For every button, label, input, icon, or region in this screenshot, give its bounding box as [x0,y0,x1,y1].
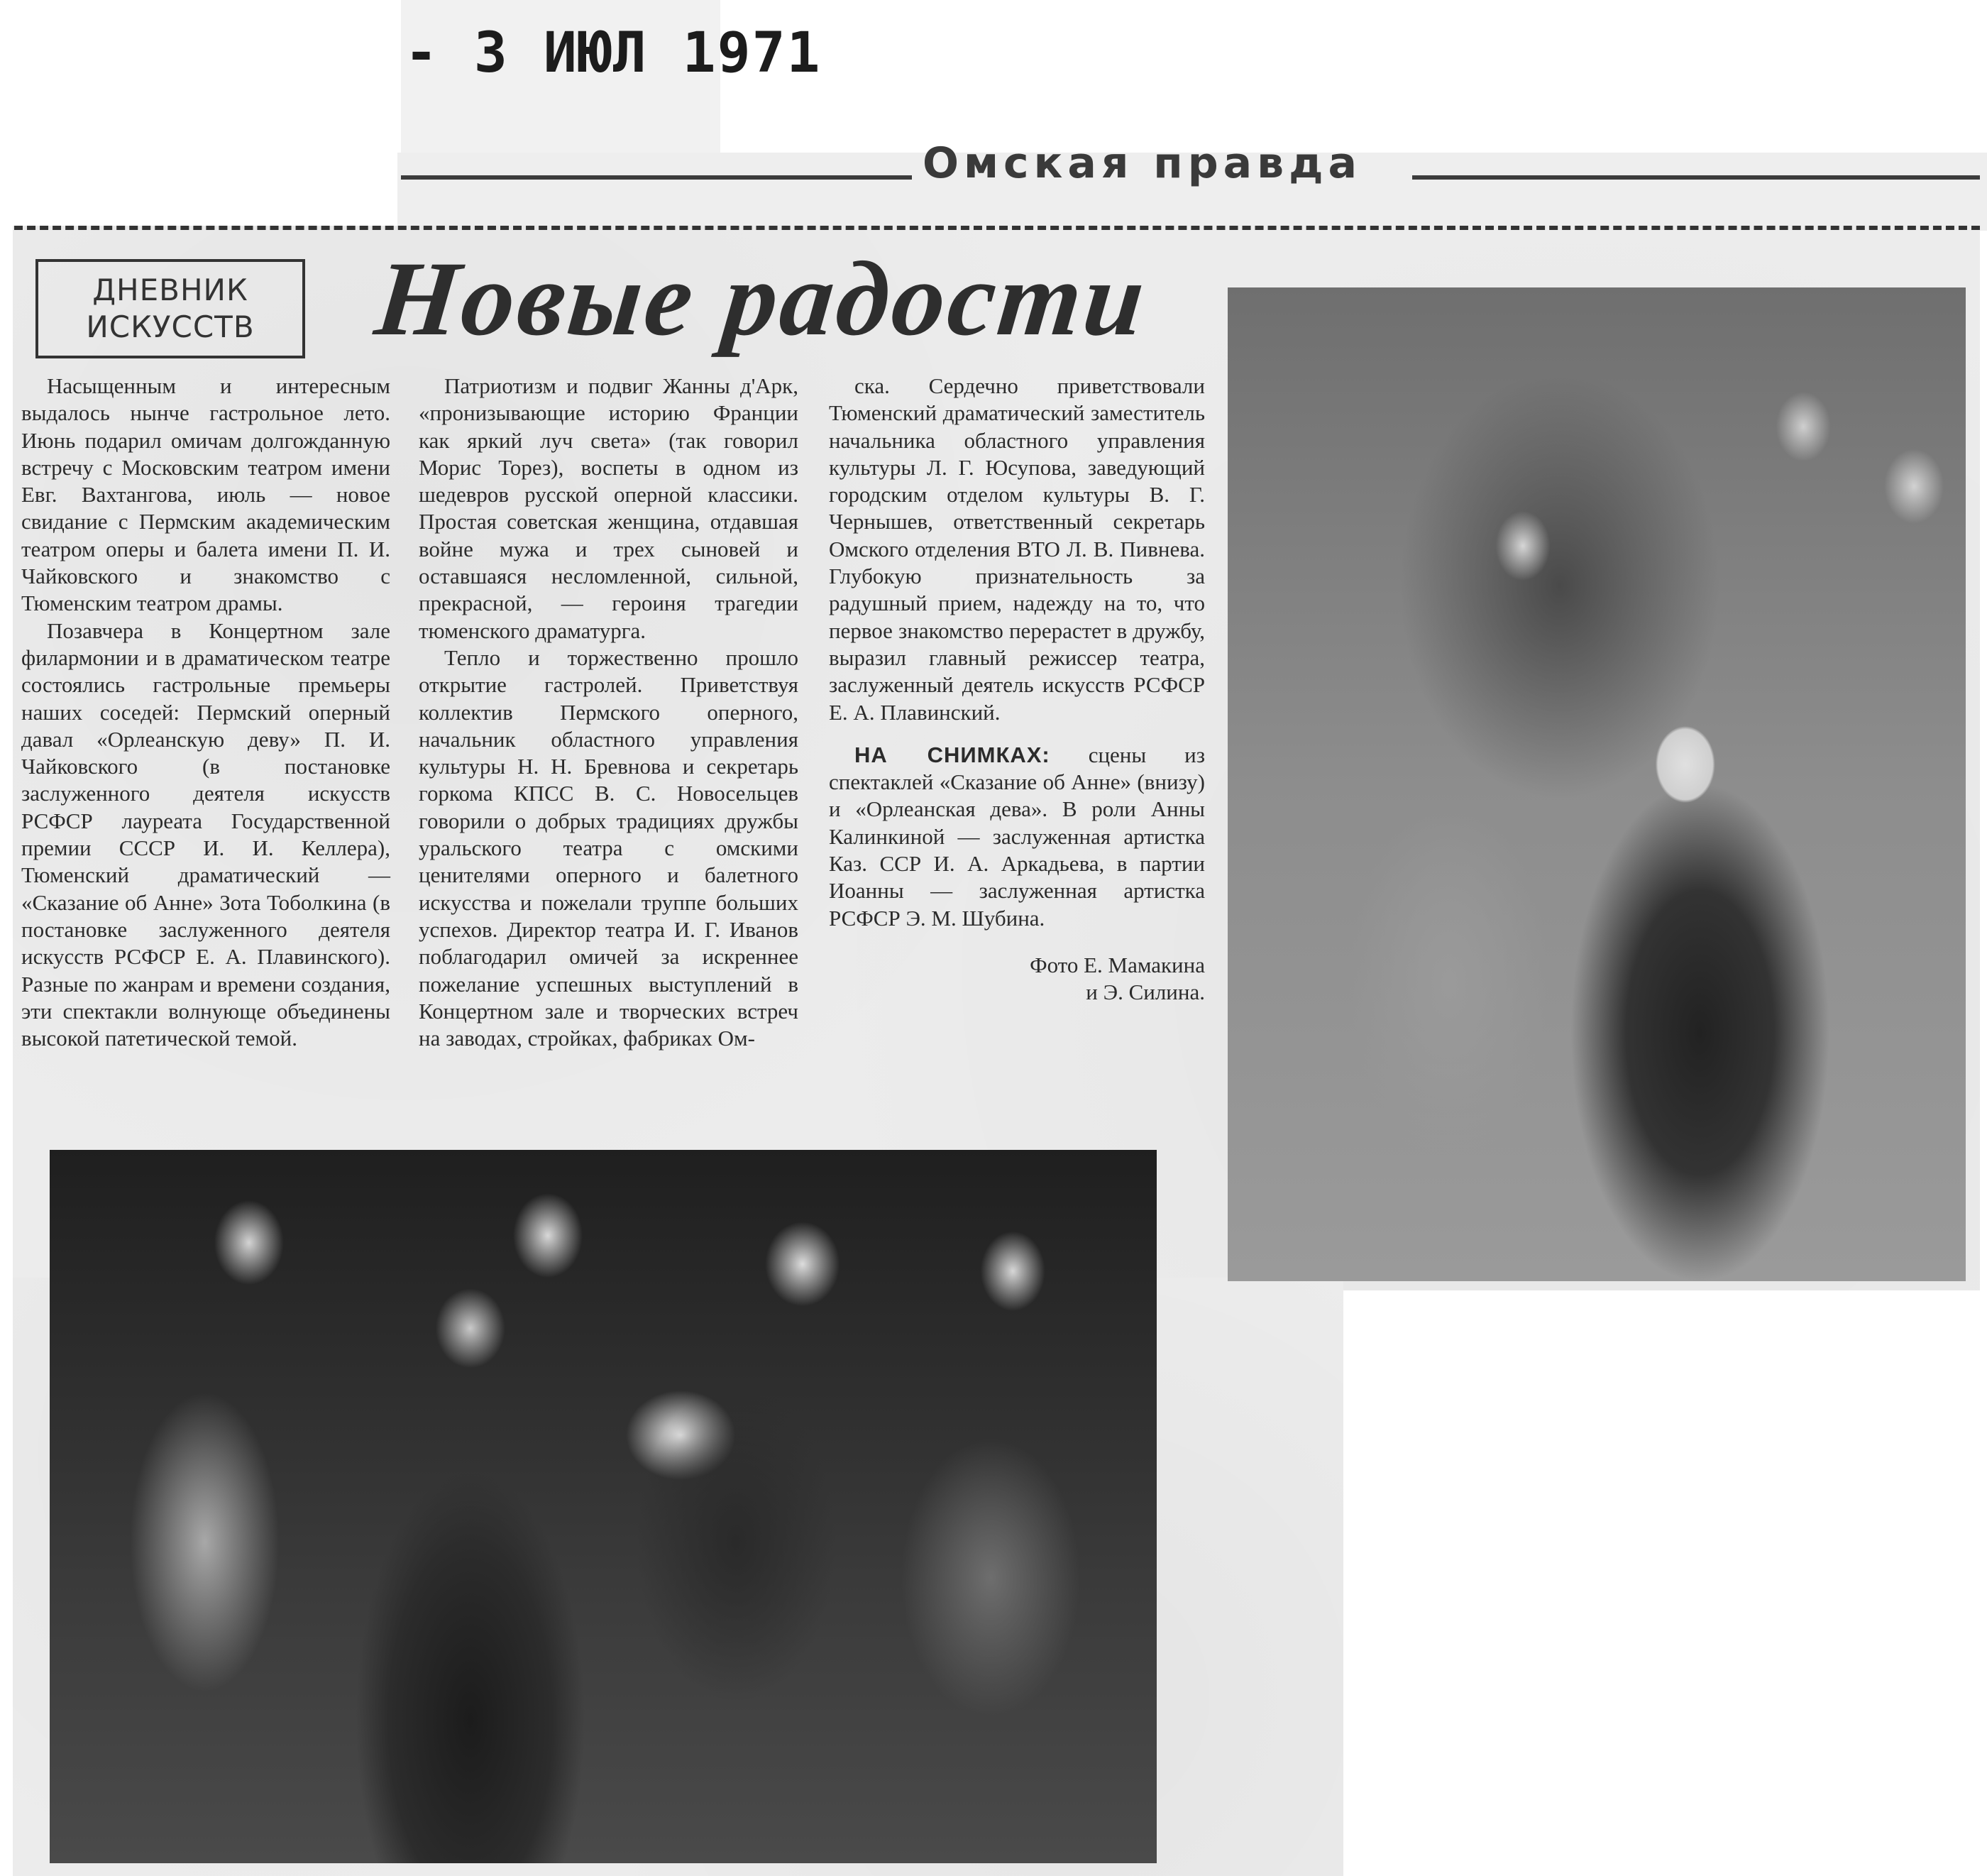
rubric-line-2: ИСКУССТВ [86,309,255,344]
caption-text: сцены из спектаклей «Сказание об Анне» (внизу) и «Орлеанская дева». В роли Анны Калинкиной — заслуженная артистка Каз. ССР И. А. Аркадьева, в партии Иоанны — заслуженная артистка РСФСР Э. М. Шубина. [829,742,1205,931]
masthead-rule-right [1412,175,1980,180]
masthead-rule-left [401,175,912,180]
photo-caption [829,742,1205,932]
photo-credit-2: и Э. Силина. [1086,980,1205,1005]
paragraph: Позавчера в Концертном зале филармонии и в драматическом театре состоялись гастрольные премьеры наших соседей: Пермский оперный давал «Орлеанскую деву» П. И. Чайковского (в постановке заслуженного деятеля искусств РСФСР лауреата Государственной премии СССР И. И. Келлера), Тюменский драматический — «Сказание об Анне» Зота Тоболкина (в постановке заслуженного деятеля искусств РСФСР Е. А. Плавинского). Разные по жанрам и времени создания, эти спектакли волнующе объединены высокой патетической темой. [21,618,390,1051]
caption-lead: НА СНИМКАХ: [854,742,1050,767]
rubric-label [86,272,254,346]
dashed-divider [14,226,1980,230]
paragraph: Тепло и торжественно прошло открытие гастролей. Приветствуя коллектив Пермского оперного, начальник областного управления культуры Н. Н. Бревнова и секретарь горкома КПСС В. С. Новосельцев говорили о добрых традициях дружбы уральского театра с омскими ценителями оперного и балетного искусства и пожелали труппе больших успехов. Директор театра И. Г. Иванов поблагодарил омичей за искреннее пожелание успешных выступлений в Концертном зале и творческих встреч на заводах, стройках, фабриках Ом- [419,644,798,1051]
article-headline: Новые радости [370,240,1153,358]
rubric-line-1: ДНЕВНИК [92,273,248,307]
photo-drama-scene [50,1150,1157,1863]
photo-credit-1: Фото Е. Мамакина [1030,952,1205,977]
article-column-1 [21,373,390,1052]
photo-opera-scene [1228,287,1966,1281]
article-column-3 [829,373,1205,1006]
article-column-2 [419,373,798,1052]
newspaper-name: Омская правда [923,138,1363,188]
rubric-box [35,259,305,358]
paragraph: ска. Сердечно приветствовали Тюменский драматический заместитель начальника областного управления культуры Л. Г. Юсупова, заведующий городским отделом культуры В. Г. Чернышев, ответственный секретарь Омского отделения ВТО Л. В. Пивнева. Глубокую признательность за радушный прием, надежду на то, что первое знакомство перерастет в дружбу, выразил главный режиссер театра, заслуженный деятель искусств РСФСР Е. А. Плавинский. [829,373,1205,725]
paragraph: Насыщенным и интересным выдалось нынче гастрольное лето. Июнь подарил омичам долгожданную встречу с Московским театром имени Евг. Вахтангова, июль — новое свидание с Пермским академическим театром оперы и балета имени П. И. Чайковского и знакомство с Тюменским театром драмы. [21,373,390,616]
date-stamp: - 3 ИЮЛ 1971 [404,21,822,85]
paragraph: Патриотизм и подвиг Жанны д'Арк, «пронизывающие историю Франции как яркий луч света» (так говорил Морис Торез), воспеты в одном из шедевров русской оперной классики. Простая советская женщина, отдавшая войне мужа и трех сыновей и оставшаяся несломленной, сильной, прекрасной, — героиня трагедии тюменского драматурга. [419,373,798,643]
